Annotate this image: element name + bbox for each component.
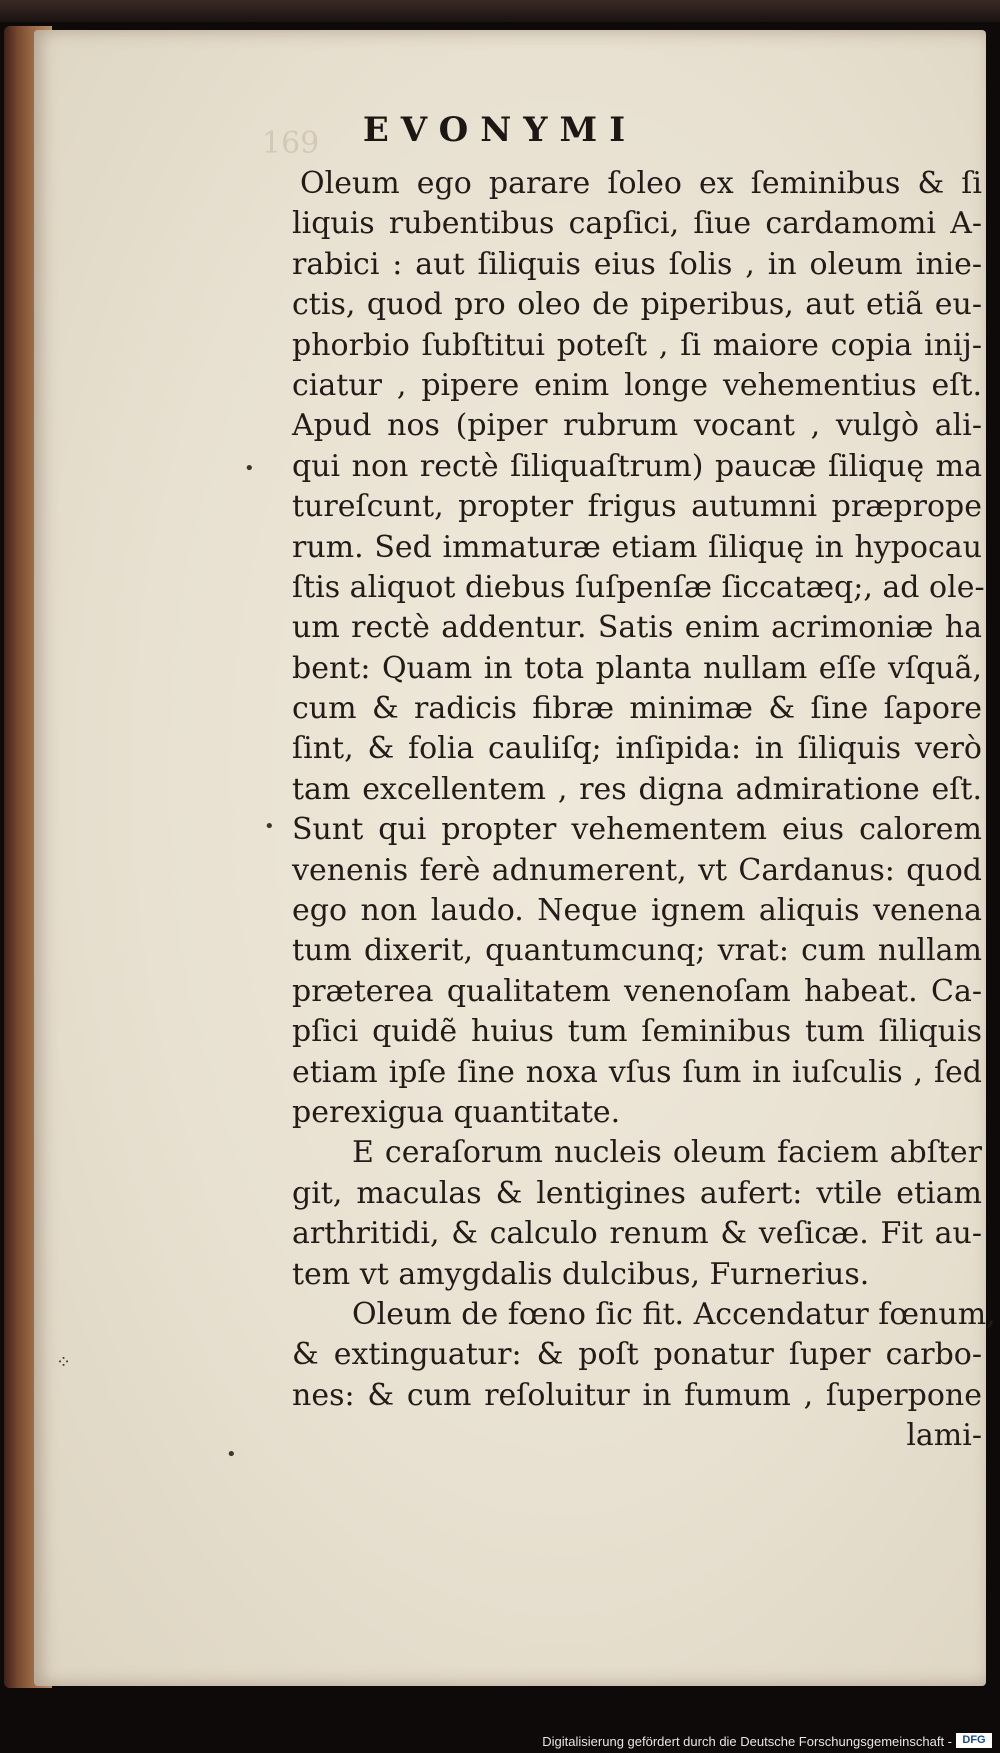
margin-dot: • bbox=[264, 816, 275, 837]
text-line: tureſcunt, propter frigus autumni præprope bbox=[292, 489, 982, 525]
text-line: um rectè addentur. Satis enim acrimoniæ ha bbox=[292, 610, 982, 646]
text-line: git, maculas & lentigines aufert: vtile etiam bbox=[292, 1175, 982, 1211]
catchword: lami- bbox=[906, 1418, 982, 1454]
margin-mark: ⁘ bbox=[56, 1352, 72, 1373]
text-line: Oleum ego parare ſoleo ex ſeminibus & ſi bbox=[300, 166, 982, 201]
text-line: tum dixerit, quantumcunq; vrat: cum nullam bbox=[292, 933, 982, 969]
dfg-logo: DFG bbox=[956, 1733, 992, 1748]
running-head: EVONYMI bbox=[362, 110, 638, 150]
text-line: tem vt amygdalis dulcibus, Furnerius. bbox=[292, 1256, 870, 1292]
text-line: præterea qualitatem venenoſam habeat. Ca- bbox=[292, 973, 982, 1009]
text-line: venenis ferè adnumerent, vt Cardanus: quod bbox=[292, 852, 982, 888]
body-text bbox=[292, 164, 996, 1457]
text-line: perexigua quantitate. bbox=[292, 1094, 621, 1130]
text-line: Apud nos (piper rubrum vocant , vulgò ali- bbox=[292, 408, 982, 444]
text-line: pſici quidẽ huius tum ſeminibus tum ſiliquis bbox=[292, 1014, 982, 1050]
text-line: rabici : aut ſiliquis eius ſolis , in oleum inie- bbox=[292, 246, 982, 282]
margin-dot: • bbox=[226, 1444, 237, 1465]
margin-dot: • bbox=[244, 458, 255, 479]
text-line: Sunt qui propter vehementem eius calorem bbox=[292, 812, 982, 848]
text-line: ctis, quod pro oleo de piperibus, aut etiã eu- bbox=[292, 287, 982, 323]
text-line: etiam ipſe ſine noxa vſus ſum in iuſculis , ſed bbox=[292, 1054, 982, 1090]
digitization-credit: Digitalisierung gefördert durch die Deutsche Forschungsgemeinschaft - bbox=[542, 1734, 952, 1749]
text-line: & extinguatur: & poſt ponatur ſuper carbo- bbox=[292, 1337, 982, 1373]
text-line: phorbio ſubſtitui poteſt , ſi maiore copia inij- bbox=[292, 327, 982, 363]
text-line: liquis rubentibus capſici, ſiue cardamomi A- bbox=[292, 206, 982, 242]
text-line: nes: & cum reſoluitur in fumum , ſuperpone bbox=[292, 1377, 982, 1413]
text-line: ſint, & folia cauliſq; inſipida: in ſiliquis verò bbox=[292, 731, 982, 767]
text-line: Oleum de fœno ſic fit. Accendatur fœnum, bbox=[352, 1296, 996, 1332]
text-line: cum & radicis fibræ minimæ & ſine ſapore bbox=[292, 691, 982, 727]
text-line: ſtis aliquot diebus ſuſpenſæ ſiccatæq;, ad ole- bbox=[292, 569, 985, 605]
faded-page-number: 169 bbox=[262, 126, 320, 161]
text-line: bent: Quam in tota planta nullam eſſe vſquã, bbox=[292, 650, 982, 686]
text-line: rum. Sed immaturæ etiam ſiliquę in hypocau bbox=[292, 529, 982, 565]
text-line: arthritidi, & calculo renum & veſicæ. Fit au- bbox=[292, 1216, 982, 1252]
text-line: ego non laudo. Neque ignem aliquis venena bbox=[292, 893, 982, 929]
text-line: qui non rectè ſiliquaſtrum) paucæ ſiliquę ma bbox=[292, 448, 982, 484]
scan-top-edge bbox=[0, 0, 1000, 22]
text-line: ciatur , pipere enim longe vehementius eſt. bbox=[292, 367, 982, 403]
text-line: tam excellentem , res digna admiratione eſt. bbox=[292, 771, 982, 807]
text-line: E ceraſorum nucleis oleum faciem abſter bbox=[352, 1135, 982, 1171]
